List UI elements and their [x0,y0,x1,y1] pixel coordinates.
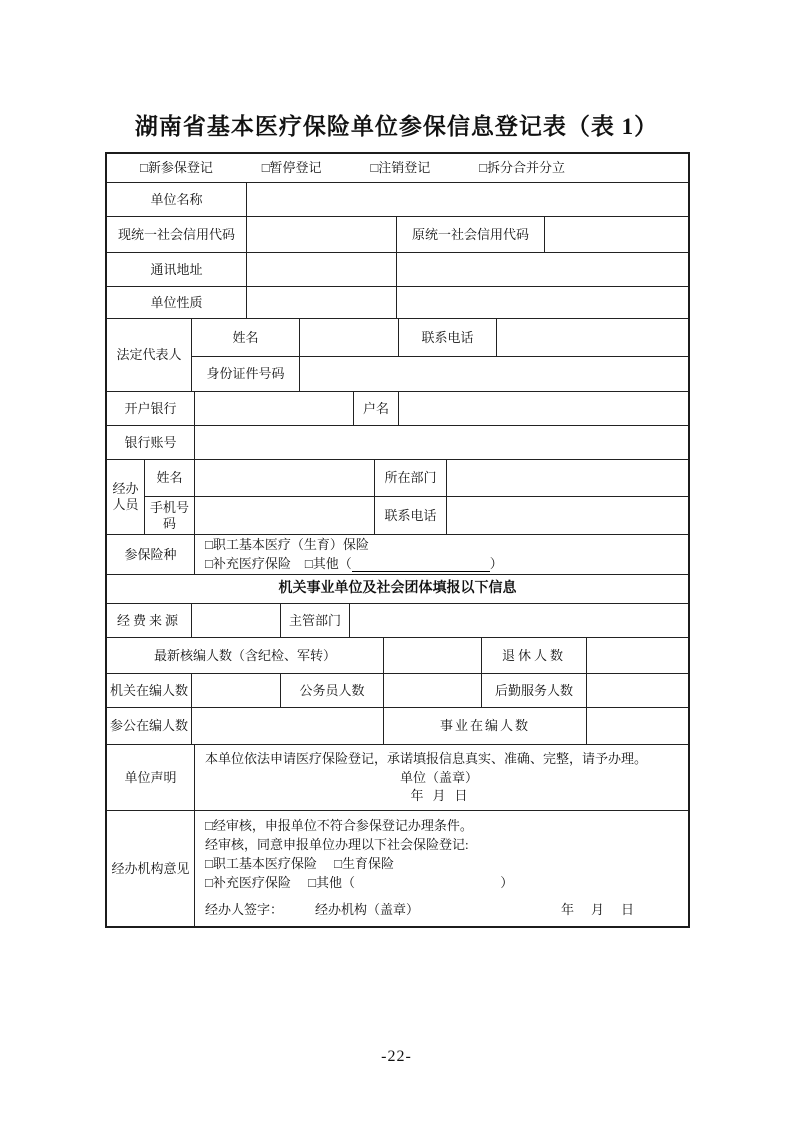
insurance-type-row [107,535,688,575]
legal-rep-id-subrow [192,357,688,391]
legal-rep-id-label: 身份证件号码 [192,357,300,391]
agency-seal-label: 经办机构（盖章） [315,902,420,917]
checkbox-option-pause[interactable]: □暂停登记 [261,160,322,175]
checkbox-option-other-2-open[interactable]: □其他（ [308,875,355,890]
section-header-title: 机关事业单位及社会团体填报以下信息 [278,581,517,596]
section-header-row [107,575,688,604]
handler-label: 经办人员 [107,460,145,534]
declaration-date-line [400,788,478,804]
year-label: 年 [410,788,424,803]
month-label: 月 [432,788,446,803]
handler-phone-label: 联系电话 [375,497,447,534]
cs-staffing-row [107,708,688,745]
supervising-dept-input-cell[interactable] [350,604,688,637]
legal-rep-label: 法定代表人 [107,319,192,391]
public-inst-count-label: 事业在编人数 [384,708,587,744]
checkbox-option-other-open[interactable]: □其他（ [304,556,352,571]
org-staffing-row [107,674,688,708]
unit-name-input-cell[interactable] [247,183,688,216]
agency-opinion-label: 经办机构意见 [107,811,195,926]
bank-row [107,392,688,426]
retired-count-label: 退休人数 [482,638,587,673]
insurance-type-label: 参保险种 [107,535,195,574]
original-credit-code-label: 原统一社会信用代码 [397,217,545,252]
other-fill-in-line[interactable] [352,559,490,572]
bank-account-label: 银行账号 [107,426,195,459]
agency-date-line [561,900,634,919]
checkbox-option-supplementary-2[interactable]: □补充医疗保险 [205,875,291,890]
unit-seal-label: 单位（盖章） [399,770,478,785]
civil-servant-count-label: 公务员人数 [281,674,384,707]
public-inst-count-input-cell[interactable] [587,708,688,744]
legal-rep-name-input-cell[interactable] [300,319,399,356]
unit-nature-input-cell-2[interactable] [397,287,688,318]
legal-rep-name-label: 姓名 [192,319,300,356]
handler-rows [107,460,688,535]
address-input-cell-1[interactable] [247,253,397,286]
day-label: 日 [620,902,634,917]
checkbox-option-split[interactable]: □拆分合并分立 [479,160,565,175]
month-label: 月 [590,902,604,917]
unit-seal-block [400,770,478,804]
org-staff-count-label: 机关在编人数 [107,674,192,707]
checkbox-option-other-close: ） [489,556,503,571]
address-row [107,253,688,287]
account-name-label: 户名 [354,392,399,425]
handler-mobile-subrow [145,497,688,534]
bank-account-row [107,426,688,460]
unit-nature-label: 单位性质 [107,287,247,318]
original-credit-code-input-cell[interactable] [545,217,688,252]
unit-nature-input-cell-1[interactable] [247,287,397,318]
registration-form-table [105,152,690,928]
year-label: 年 [560,902,574,917]
legal-rep-rows [107,319,688,392]
checkbox-option-employee-medical[interactable]: □职工基本医疗（生育）保险 [205,537,369,552]
civil-servant-count-input-cell[interactable] [384,674,482,707]
insurance-options-cell [195,535,688,574]
current-credit-code-input-cell[interactable] [247,217,397,252]
address-label: 通讯地址 [107,253,247,286]
legal-rep-phone-input-cell[interactable] [497,319,688,356]
agency-approval-text: 经审核，同意申报单位办理以下社会保险登记: [205,837,469,852]
logistics-count-input-cell[interactable] [587,674,688,707]
registration-type-cell [107,154,688,182]
funding-label: 经费来源 [107,604,192,637]
handler-name-subrow [145,460,688,497]
staffing-row [107,638,688,674]
retired-count-input-cell[interactable] [587,638,688,673]
credit-code-row [107,217,688,253]
declaration-row [107,745,688,811]
page-title: 湖南省基本医疗保险单位参保信息登记表（表 1） [134,114,659,139]
staffing-label: 最新核编人数（含纪检、军转） [107,638,384,673]
declaration-content-cell [195,745,688,810]
cs-staff-count-input-cell[interactable] [192,708,384,744]
bank-account-input-cell[interactable] [195,426,688,459]
day-label: 日 [454,788,468,803]
legal-rep-id-input-cell[interactable] [300,357,688,391]
agency-sign-line [205,900,678,919]
legal-rep-phone-label: 联系电话 [399,319,497,356]
cs-staff-count-label: 参公在编人数 [107,708,192,744]
funding-row [107,604,688,638]
registration-type-row [107,154,688,183]
handler-dept-input-cell[interactable] [447,460,688,496]
checkbox-option-employee-basic[interactable]: □职工基本医疗保险 [205,856,317,871]
current-credit-code-label: 现统一社会信用代码 [107,217,247,252]
bank-input-cell[interactable] [195,392,354,425]
bank-label: 开户银行 [107,392,195,425]
checkbox-option-new[interactable]: □新参保登记 [140,160,213,175]
org-staff-count-input-cell[interactable] [192,674,281,707]
agency-options-line2 [205,873,513,892]
unit-name-label: 单位名称 [107,183,247,216]
unit-nature-row [107,287,688,319]
unit-name-row [107,183,688,217]
handler-mobile-label: 手机号码 [145,497,195,534]
declaration-text: 本单位依法申请医疗保险登记，承诺填报信息真实、准确、完整，请予办理。 [205,751,648,766]
handler-mobile-input-cell[interactable] [195,497,375,534]
staffing-input-cell[interactable] [384,638,482,673]
checkbox-option-other-2-close: ） [500,875,514,890]
handler-dept-label: 所在部门 [375,460,447,496]
checkbox-option-not-eligible[interactable]: □经审核，申报单位不符合参保登记办理条件。 [205,818,473,833]
handler-name-input-cell[interactable] [195,460,375,496]
handler-signature-label: 经办人签字： [205,902,284,917]
checkbox-option-maternity[interactable]: □生育保险 [334,856,394,871]
agency-opinion-row [107,811,688,926]
agency-opinion-content-cell [195,811,688,926]
account-name-input-cell[interactable] [399,392,688,425]
address-input-cell-2[interactable] [397,253,688,286]
checkbox-option-cancel[interactable]: □注销登记 [370,160,431,175]
checkbox-option-supplementary[interactable]: □补充医疗保险 [205,556,291,571]
agency-options-line1 [205,854,394,873]
page-number: -22- [381,1048,412,1065]
logistics-count-label: 后勤服务人数 [482,674,587,707]
declaration-label: 单位声明 [107,745,195,810]
legal-rep-name-subrow [192,319,688,357]
funding-input-cell[interactable] [192,604,281,637]
handler-phone-input-cell[interactable] [447,497,688,534]
handler-name-label: 姓名 [145,460,195,496]
supervising-dept-label: 主管部门 [281,604,350,637]
